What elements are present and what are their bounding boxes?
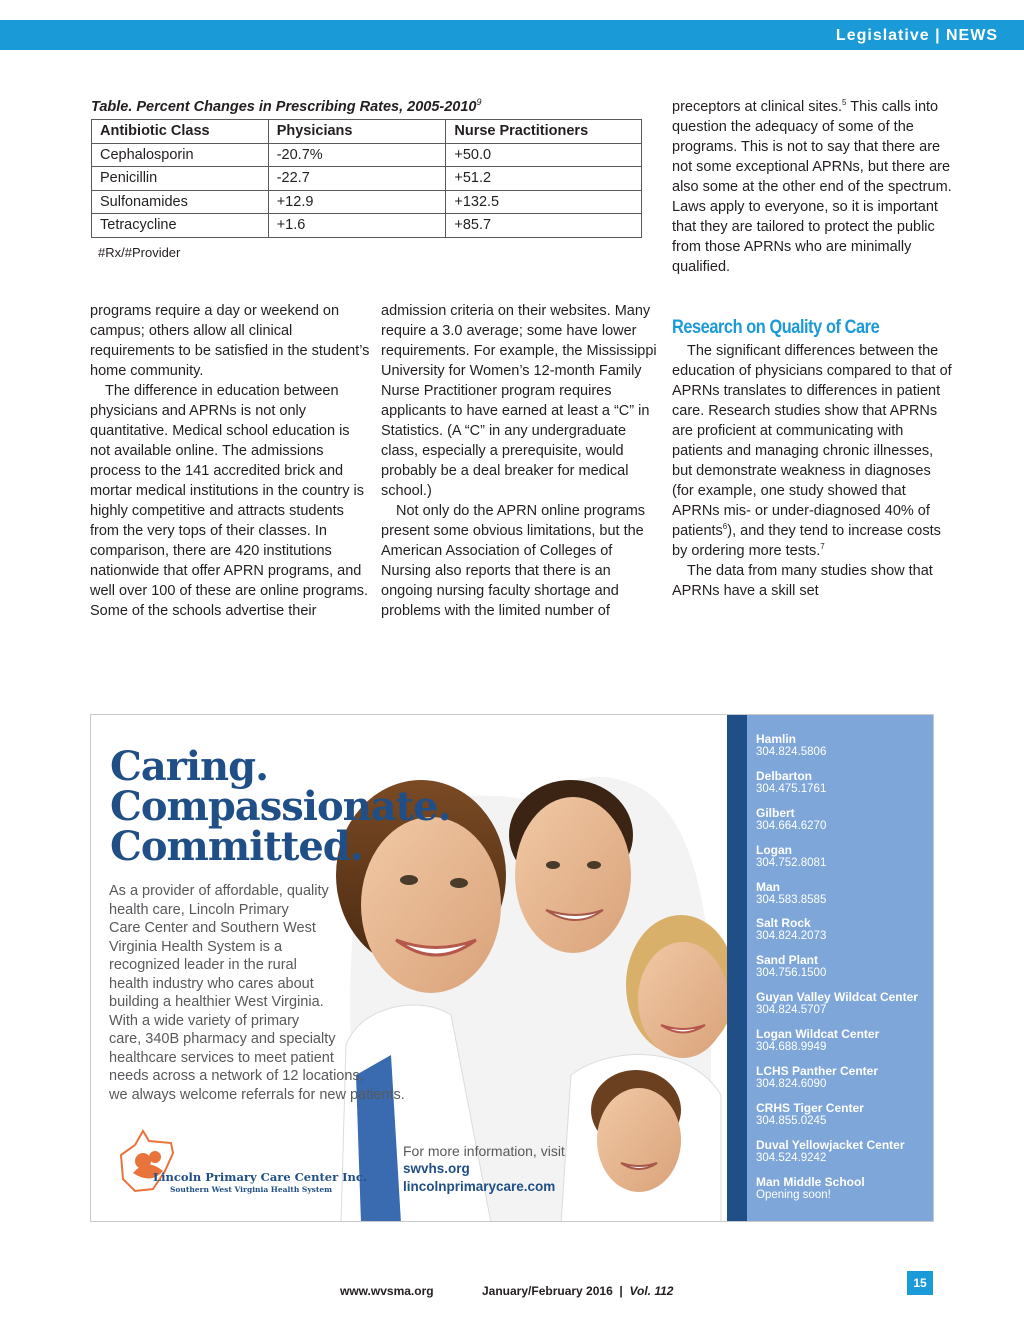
ad-body-line: recognized leader in the rural [109,957,297,973]
table-caption-ref: 9 [476,97,482,107]
ad-body [109,882,439,1104]
headline-line: Caring. [110,743,268,790]
paragraph [90,381,370,621]
location-name: Delbarton [756,768,813,783]
location-name: Man Middle School [756,1174,865,1189]
logo-subtitle: Southern West Virginia Health System [170,1185,333,1194]
table-caption-text: Table. Percent Changes in Prescribing Rates, 2005-2010 [91,98,477,115]
location-phone: 304.475.1761 [756,782,827,795]
location-item [756,1027,931,1064]
paragraph [672,97,952,277]
ad-headline [110,743,451,870]
location-item [756,806,931,843]
table-cell: +50.0 [446,143,642,167]
location-name: Logan Wildcat Center [756,1027,880,1042]
footer-separator: | [619,1284,623,1298]
panel-stripe [727,715,747,1222]
table-cell: +51.2 [446,167,642,191]
advertisement [90,714,934,1222]
location-name: Man [756,879,780,894]
ad-contact-info [403,1142,565,1196]
location-item [756,732,931,769]
location-name: Gilbert [756,805,795,820]
paragraph [672,561,952,601]
location-item [756,953,931,990]
location-phone: 304.688.9949 [756,1041,827,1054]
table-row [92,214,642,238]
section-heading: Research on Quality of Care [672,317,880,338]
locations-panel [727,715,934,1222]
article-column-1 [90,301,370,621]
location-name: Logan [756,842,792,857]
ad-body-line: With a wide variety of primary [109,1012,300,1029]
ad-body-line: care, 340B pharmacy and specialty [109,1031,336,1047]
location-phone: 304.524.9242 [756,1151,827,1164]
ad-body-line: health industry who cares about [109,975,314,992]
ad-body-line: we always welcome referrals for new patients. [109,1086,405,1103]
paragraph-text: This calls into question the adequacy of some of the programs. This is not to say that there are not some exceptional APRNs, but there are also some at the other end of the spectrum. Laws apply to everyone, so it is important that they are tailored to protect the public from those APRNs who are minimally qualified. [672,99,952,275]
footer-issue [482,1284,673,1298]
page-number: 15 [907,1271,933,1295]
location-phone: 304.583.8585 [756,893,827,906]
table-note: #Rx/#Provider [98,245,181,260]
table-header-row [92,120,642,144]
location-name: LCHS Panther Center [756,1064,879,1079]
location-item [756,990,931,1027]
table-row [92,167,642,191]
table-cell: Cephalosporin [92,143,269,167]
table-cell: -22.7 [268,167,446,191]
location-phone: 304.664.6270 [756,819,827,832]
headline-line: Compassionate. [110,783,451,830]
location-item [756,1064,931,1101]
paragraph-text: Not only do the APRN online programs present some obvious limitations, but the American Association of Colleges of Nursing also reports that there is an ongoing nursing faculty shortage and problems with the limited number of [381,503,646,619]
paragraph: programs require a day or weekend on campus; others allow all clinical requirements to be satisfied in the student’s home community. [90,303,370,379]
paragraph [672,341,952,561]
table-row [92,143,642,167]
location-name: Guyan Valley Wildcat Center [756,990,918,1005]
location-phone: 304.824.2073 [756,930,827,943]
table-header-cell: Nurse Practitioners [446,120,642,144]
location-phone: 304.756.1500 [756,967,827,980]
location-phone: 304.855.0245 [756,1114,827,1127]
logo-name: Lincoln Primary Care Center Inc. [153,1170,367,1184]
website-link[interactable]: swvhs.org [403,1161,470,1176]
section-title: Legislative | NEWS [835,27,998,44]
location-name: Duval Yellowjacket Center [756,1137,905,1152]
table-cell: +85.7 [446,214,642,238]
table-header-cell: Antibiotic Class [92,120,269,144]
locations-list [756,732,931,1212]
location-phone: 304.752.8081 [756,856,827,869]
table-cell: Penicillin [92,167,269,191]
location-item [756,880,931,917]
article-column-3-top [672,97,952,277]
location-name: Sand Plant [756,953,819,968]
ad-body-line: health care, Lincoln Primary [109,901,289,918]
table-cell: Tetracycline [92,214,269,238]
website-link[interactable]: lincolnprimarycare.com [403,1179,556,1194]
table-header-cell: Physicians [268,120,446,144]
paragraph-text: ), and they tend to increase costs by ordering more tests. [672,523,941,559]
article-column-3-bottom [672,341,952,601]
ad-body-line: As a provider of affordable, quality [109,883,329,899]
ad-body-line: needs across a network of 12 locations, [109,1068,364,1084]
footnote-ref: 5 [842,98,847,108]
paragraph: admission criteria on their websites. Many require a 3.0 average; some have lower requirements. For example, the Mississippi University for Women’s 12-month Family Nurse Practitioner program requires applicants to have earned at least a “C” in Statistics. (A “C” in any undergraduate class, especially a prerequisite, would probably be a deal breaker for medical school.) [381,303,657,499]
location-name: Salt Rock [756,916,811,931]
footer-website[interactable]: www.wvsma.org [340,1284,434,1298]
paragraph [381,501,661,621]
footnote-ref: 7 [820,542,825,552]
location-item [756,1175,931,1212]
article-column-2 [381,301,661,621]
location-name: Hamlin [756,732,797,746]
table-cell: +1.6 [268,214,446,238]
headline-line: Committed. [110,823,363,870]
location-phone: 304.824.5806 [756,746,827,758]
location-phone: 304.824.5707 [756,1004,827,1017]
paragraph-text: The data from many studies show that APRNs have a skill set [672,563,933,599]
location-phone: Opening soon! [756,1188,831,1201]
ad-body-line: Virginia Health System is a [109,938,283,955]
ad-body-line: building a healthier West Virginia. [109,994,324,1010]
location-phone: 304.824.6090 [756,1078,827,1091]
volume: Vol. 112 [629,1284,674,1298]
table-row [92,190,642,214]
location-item [756,1101,931,1138]
table-cell: +12.9 [268,190,446,214]
table-caption [91,97,482,115]
location-item [756,1138,931,1175]
table-cell: -20.7% [268,143,446,167]
table-cell: Sulfonamides [92,190,269,214]
paragraph-text: The difference in education between physicians and APRNs is not only quantitative. Medical school education is not available online. The admissions process to the 141 accredited brick and mortar medical institutions in the country is highly competitive and attracts students from the very tops of their classes. In comparison, there are 420 institutions nationwide that offer APRN programs, and well over 100 of these are online programs. Some of the schools advertise their [90,383,369,619]
location-item [756,769,931,806]
ad-body-line: healthcare services to meet patient [109,1049,334,1066]
location-item [756,843,931,880]
location-name: CRHS Tiger Center [756,1100,864,1115]
header-bar [0,20,1024,50]
table-cell: +132.5 [446,190,642,214]
paragraph-text: preceptors at clinical sites. [672,99,843,115]
issue-date: January/February 2016 [482,1284,613,1298]
prescribing-rates-table [91,119,642,238]
info-text: For more information, visit [403,1143,565,1159]
location-item [756,916,931,953]
footnote-ref: 6 [722,522,728,532]
ad-body-line: Care Center and Southern West [109,920,316,936]
paragraph-text: The significant differences between the education of physicians compared to that of APRNs translates to differences in patient care. Research studies show that APRNs are proficient at communicating with patients and managing chronic illnesses, but demonstrate weakness in diagnoses (for example, one study showed that APRNs mis- or under-diagnosed 40% of patients [672,343,952,539]
